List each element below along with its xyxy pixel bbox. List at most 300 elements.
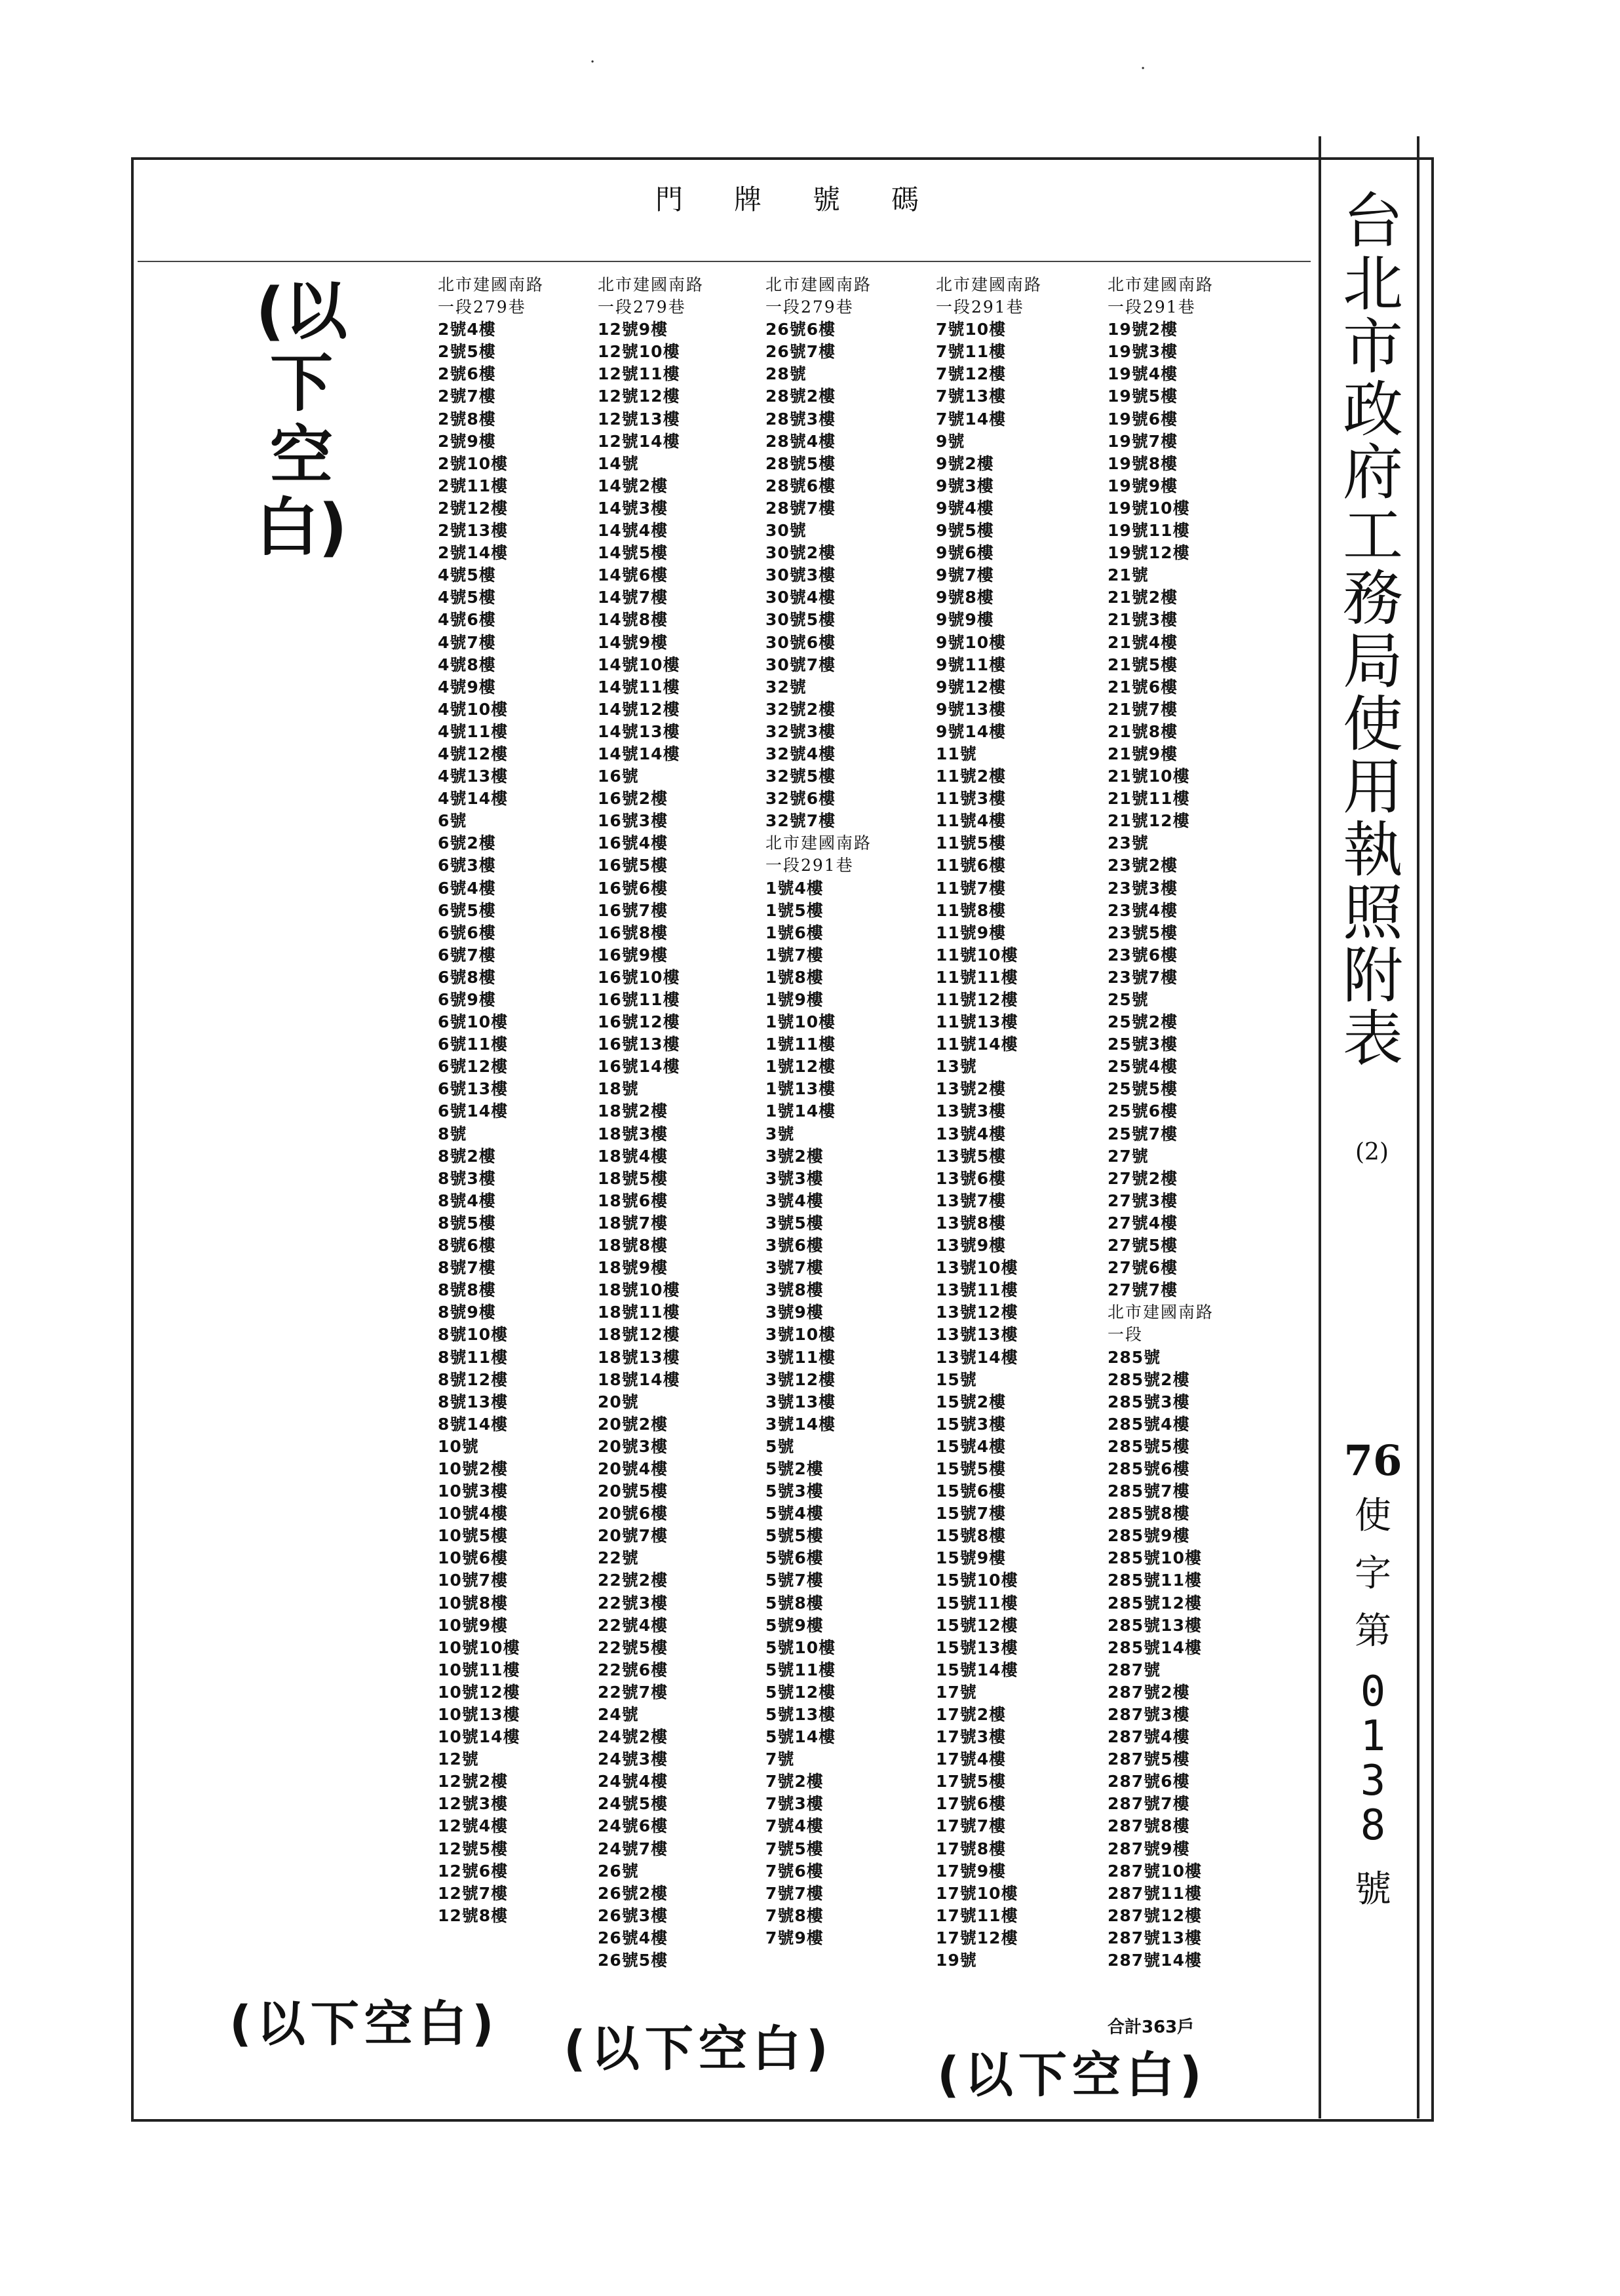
address-entry: 32號4樓 bbox=[765, 744, 836, 763]
address-entry: 1號6樓 bbox=[765, 923, 824, 942]
address-entry: 12號4樓 bbox=[438, 1816, 509, 1836]
address-column-1 bbox=[438, 274, 602, 1927]
address-entry: 2號8樓 bbox=[438, 409, 496, 429]
address-entry: 287號11樓 bbox=[1108, 1883, 1202, 1903]
address-entry: 11號3樓 bbox=[936, 789, 1007, 809]
address-entry: 16號10樓 bbox=[598, 967, 680, 987]
address-entry: 14號10樓 bbox=[598, 655, 680, 674]
blank-note-vertical-char: 白) bbox=[256, 491, 347, 564]
address-entry: 15號6樓 bbox=[936, 1482, 1007, 1501]
address-entry: 8號 bbox=[438, 1124, 467, 1143]
address-entry: 7號12樓 bbox=[936, 364, 1007, 384]
address-entry: 14號2樓 bbox=[598, 476, 668, 495]
address-street-header: 一段279巷 bbox=[438, 297, 526, 317]
address-entry: 18號2樓 bbox=[598, 1101, 668, 1121]
address-entry: 2號13樓 bbox=[438, 521, 509, 541]
address-entry: 15號11樓 bbox=[936, 1593, 1018, 1613]
address-entry: 13號6樓 bbox=[936, 1168, 1007, 1188]
address-street-header: 一段 bbox=[1108, 1325, 1144, 1345]
address-entry: 14號5樓 bbox=[598, 543, 668, 563]
address-entry: 14號6樓 bbox=[598, 565, 668, 585]
address-entry: 12號11樓 bbox=[598, 364, 680, 384]
address-entry: 24號7樓 bbox=[598, 1839, 668, 1858]
address-street-header: 一段291巷 bbox=[936, 297, 1024, 317]
address-entry: 17號4樓 bbox=[936, 1750, 1007, 1769]
address-entry: 8號12樓 bbox=[438, 1369, 509, 1389]
address-entry: 23號2樓 bbox=[1108, 856, 1178, 875]
address-entry: 3號 bbox=[765, 1124, 795, 1143]
address-entry: 7號9樓 bbox=[765, 1928, 824, 1947]
address-entry: 7號5樓 bbox=[765, 1839, 824, 1858]
address-entry: 11號 bbox=[936, 744, 977, 763]
address-entry: 285號14樓 bbox=[1108, 1637, 1202, 1657]
address-entry: 287號9樓 bbox=[1108, 1839, 1190, 1858]
blank-note-3: (以下空白) bbox=[937, 2047, 1207, 2103]
address-entry: 14號8樓 bbox=[598, 610, 668, 630]
document-prefix-char: 字 bbox=[1355, 1552, 1391, 1595]
total-households: 合計363戶 bbox=[1108, 2018, 1195, 2037]
address-entry: 17號9樓 bbox=[936, 1861, 1007, 1881]
address-entry: 10號4樓 bbox=[438, 1504, 509, 1523]
address-entry: 287號8樓 bbox=[1108, 1816, 1190, 1836]
address-entry: 6號 bbox=[438, 811, 467, 831]
side-title-char: 工 bbox=[1342, 501, 1403, 571]
address-entry: 13號9樓 bbox=[936, 1236, 1007, 1255]
address-entry: 5號8樓 bbox=[765, 1593, 824, 1613]
address-entry: 4號14樓 bbox=[438, 789, 509, 809]
address-entry: 285號 bbox=[1108, 1347, 1161, 1367]
address-entry: 3號3樓 bbox=[765, 1168, 824, 1188]
address-entry: 24號2樓 bbox=[598, 1727, 668, 1747]
address-entry: 13號7樓 bbox=[936, 1191, 1007, 1210]
address-entry: 12號 bbox=[438, 1750, 479, 1769]
address-entry: 20號6樓 bbox=[598, 1504, 668, 1523]
address-entry: 18號11樓 bbox=[598, 1303, 680, 1322]
address-entry: 1號8樓 bbox=[765, 967, 824, 987]
address-entry: 24號 bbox=[598, 1705, 639, 1724]
address-entry: 23號3樓 bbox=[1108, 878, 1178, 898]
address-entry: 32號7樓 bbox=[765, 811, 836, 831]
address-entry: 7號14樓 bbox=[936, 409, 1007, 429]
side-title-char: 市 bbox=[1342, 312, 1403, 382]
address-entry: 8號6樓 bbox=[438, 1236, 496, 1255]
address-entry: 21號12樓 bbox=[1108, 811, 1190, 831]
address-entry: 13號12樓 bbox=[936, 1303, 1018, 1322]
address-entry: 3號6樓 bbox=[765, 1236, 824, 1255]
address-entry: 21號5樓 bbox=[1108, 655, 1178, 674]
address-entry: 1號12樓 bbox=[765, 1057, 836, 1077]
address-entry: 4號13樓 bbox=[438, 767, 509, 786]
address-entry: 16號7樓 bbox=[598, 900, 668, 920]
scan-speck: · bbox=[1140, 59, 1146, 79]
address-entry: 8號3樓 bbox=[438, 1168, 496, 1188]
address-entry: 7號11樓 bbox=[936, 342, 1007, 362]
address-entry: 23號 bbox=[1108, 833, 1149, 853]
address-entry: 25號7樓 bbox=[1108, 1124, 1178, 1143]
address-street-header: 一段291巷 bbox=[1108, 297, 1196, 317]
address-entry: 19號 bbox=[936, 1951, 977, 1970]
address-entry: 5號2樓 bbox=[765, 1459, 824, 1478]
address-entry: 11號12樓 bbox=[936, 990, 1018, 1009]
address-entry: 28號2樓 bbox=[765, 387, 836, 406]
address-entry: 4號7樓 bbox=[438, 632, 496, 652]
frame-divider bbox=[1319, 136, 1321, 2118]
side-title-char: 局 bbox=[1342, 626, 1403, 697]
address-entry: 285號8樓 bbox=[1108, 1504, 1190, 1523]
address-entry: 22號5樓 bbox=[598, 1637, 668, 1657]
address-entry: 18號10樓 bbox=[598, 1280, 680, 1300]
address-entry: 10號14樓 bbox=[438, 1727, 520, 1747]
address-street-header: 北市建國南路 bbox=[1108, 1303, 1214, 1322]
address-entry: 1號11樓 bbox=[765, 1035, 836, 1054]
side-title-char: 附 bbox=[1342, 941, 1403, 1011]
address-entry: 15號7樓 bbox=[936, 1504, 1007, 1523]
address-entry: 28號5樓 bbox=[765, 453, 836, 473]
address-entry: 8號8樓 bbox=[438, 1280, 496, 1300]
address-entry: 2號14樓 bbox=[438, 543, 509, 563]
address-entry: 12號2樓 bbox=[438, 1772, 509, 1791]
address-entry: 5號5樓 bbox=[765, 1526, 824, 1546]
address-entry: 9號 bbox=[936, 431, 965, 451]
address-entry: 6號6樓 bbox=[438, 923, 496, 942]
address-entry: 10號6樓 bbox=[438, 1548, 509, 1568]
address-entry: 22號3樓 bbox=[598, 1593, 668, 1613]
address-entry: 17號5樓 bbox=[936, 1772, 1007, 1791]
address-entry: 11號9樓 bbox=[936, 923, 1007, 942]
address-entry: 32號2樓 bbox=[765, 699, 836, 719]
address-entry: 11號10樓 bbox=[936, 945, 1018, 965]
address-entry: 15號 bbox=[936, 1369, 977, 1389]
address-entry: 21號11樓 bbox=[1108, 789, 1190, 809]
address-entry: 8號9樓 bbox=[438, 1303, 496, 1322]
address-entry: 15號5樓 bbox=[936, 1459, 1007, 1478]
address-entry: 26號5樓 bbox=[598, 1951, 668, 1970]
blank-note-vertical bbox=[256, 275, 347, 564]
address-entry: 18號4樓 bbox=[598, 1146, 668, 1166]
address-entry: 12號10樓 bbox=[598, 342, 680, 362]
side-title-char: 用 bbox=[1342, 752, 1403, 822]
address-entry: 1號10樓 bbox=[765, 1012, 836, 1032]
address-entry: 12號13樓 bbox=[598, 409, 680, 429]
address-street-header: 北市建國南路 bbox=[765, 833, 872, 853]
address-entry: 18號8樓 bbox=[598, 1236, 668, 1255]
address-entry: 22號2樓 bbox=[598, 1571, 668, 1590]
address-entry: 28號3樓 bbox=[765, 409, 836, 429]
address-entry: 32號 bbox=[765, 677, 807, 697]
address-entry: 16號6樓 bbox=[598, 878, 668, 898]
address-entry: 12號7樓 bbox=[438, 1883, 509, 1903]
address-entry: 27號7樓 bbox=[1108, 1280, 1178, 1300]
address-entry: 1號5樓 bbox=[765, 900, 824, 920]
document-prefix-char: 使 bbox=[1355, 1495, 1391, 1537]
address-entry: 3號10樓 bbox=[765, 1325, 836, 1345]
address-entry: 17號10樓 bbox=[936, 1883, 1018, 1903]
address-entry: 30號3樓 bbox=[765, 565, 836, 585]
address-entry: 14號14樓 bbox=[598, 744, 680, 763]
frame-right-edge bbox=[1417, 136, 1419, 2118]
address-entry: 15號3樓 bbox=[936, 1414, 1007, 1434]
address-entry: 9號4樓 bbox=[936, 498, 994, 518]
address-entry: 16號3樓 bbox=[598, 811, 668, 831]
address-entry: 30號 bbox=[765, 521, 807, 541]
address-entry: 285號3樓 bbox=[1108, 1392, 1190, 1411]
side-title bbox=[1337, 186, 1409, 1074]
address-entry: 13號4樓 bbox=[936, 1124, 1007, 1143]
address-entry: 26號6樓 bbox=[765, 320, 836, 339]
address-entry: 17號8樓 bbox=[936, 1839, 1007, 1858]
address-entry: 16號5樓 bbox=[598, 856, 668, 875]
address-entry: 1號9樓 bbox=[765, 990, 824, 1009]
address-entry: 13號3樓 bbox=[936, 1101, 1007, 1121]
address-entry: 14號9樓 bbox=[598, 632, 668, 652]
address-entry: 3號2樓 bbox=[765, 1146, 824, 1166]
address-entry: 16號14樓 bbox=[598, 1057, 680, 1077]
address-entry: 10號11樓 bbox=[438, 1660, 520, 1679]
address-entry: 15號2樓 bbox=[936, 1392, 1007, 1411]
address-entry: 10號13樓 bbox=[438, 1705, 520, 1724]
address-entry: 285號13樓 bbox=[1108, 1615, 1202, 1635]
address-entry: 21號9樓 bbox=[1108, 744, 1178, 763]
address-entry: 3號12樓 bbox=[765, 1369, 836, 1389]
side-title-char: 務 bbox=[1342, 564, 1403, 634]
address-entry: 14號3樓 bbox=[598, 498, 668, 518]
address-entry: 13號5樓 bbox=[936, 1146, 1007, 1166]
address-entry: 11號13樓 bbox=[936, 1012, 1018, 1032]
address-entry: 3號11樓 bbox=[765, 1347, 836, 1367]
address-entry: 21號4樓 bbox=[1108, 632, 1178, 652]
address-entry: 5號14樓 bbox=[765, 1727, 836, 1747]
address-entry: 24號4樓 bbox=[598, 1772, 668, 1791]
blank-note-1: (以下空白) bbox=[229, 1996, 499, 2052]
address-entry: 25號6樓 bbox=[1108, 1101, 1178, 1121]
address-entry: 285號11樓 bbox=[1108, 1571, 1202, 1590]
address-entry: 28號4樓 bbox=[765, 431, 836, 451]
address-entry: 23號6樓 bbox=[1108, 945, 1178, 965]
address-entry: 23號7樓 bbox=[1108, 967, 1178, 987]
address-entry: 6號8樓 bbox=[438, 967, 496, 987]
address-entry: 12號14樓 bbox=[598, 431, 680, 451]
address-entry: 8號4樓 bbox=[438, 1191, 496, 1210]
address-entry: 12號5樓 bbox=[438, 1839, 509, 1858]
address-entry: 26號2樓 bbox=[598, 1883, 668, 1903]
address-entry: 285號10樓 bbox=[1108, 1548, 1202, 1568]
address-entry: 21號7樓 bbox=[1108, 699, 1178, 719]
address-entry: 9號9樓 bbox=[936, 610, 994, 630]
address-entry: 21號6樓 bbox=[1108, 677, 1178, 697]
address-entry: 27號2樓 bbox=[1108, 1168, 1178, 1188]
address-entry: 13號11樓 bbox=[936, 1280, 1018, 1300]
address-entry: 16號8樓 bbox=[598, 923, 668, 942]
address-entry: 6號2樓 bbox=[438, 833, 496, 853]
address-entry: 19號9樓 bbox=[1108, 476, 1178, 495]
address-entry: 12號9樓 bbox=[598, 320, 668, 339]
address-entry: 2號9樓 bbox=[438, 431, 496, 451]
document-serial-digit: 3 bbox=[1360, 1757, 1386, 1805]
address-entry: 16號2樓 bbox=[598, 789, 668, 809]
address-entry: 11號4樓 bbox=[936, 811, 1007, 831]
address-entry: 3號8樓 bbox=[765, 1280, 824, 1300]
address-entry: 287號 bbox=[1108, 1660, 1161, 1679]
address-entry: 20號7樓 bbox=[598, 1526, 668, 1546]
address-entry: 19號3樓 bbox=[1108, 342, 1178, 362]
address-entry: 25號2樓 bbox=[1108, 1012, 1178, 1032]
address-entry: 10號 bbox=[438, 1436, 479, 1456]
address-entry: 7號 bbox=[765, 1750, 795, 1769]
address-entry: 30號2樓 bbox=[765, 543, 836, 563]
address-entry: 12號3樓 bbox=[438, 1794, 509, 1814]
address-entry: 19號6樓 bbox=[1108, 409, 1178, 429]
address-entry: 8號5樓 bbox=[438, 1213, 496, 1233]
address-entry: 8號7樓 bbox=[438, 1258, 496, 1278]
address-entry: 2號5樓 bbox=[438, 342, 496, 362]
address-entry: 15號10樓 bbox=[936, 1571, 1018, 1590]
address-entry: 287號7樓 bbox=[1108, 1794, 1190, 1814]
document-year: 76 bbox=[1343, 1436, 1402, 1485]
address-entry: 20號3樓 bbox=[598, 1436, 668, 1456]
address-entry: 27號 bbox=[1108, 1146, 1149, 1166]
address-entry: 19號5樓 bbox=[1108, 387, 1178, 406]
address-entry: 28號 bbox=[765, 364, 807, 384]
side-title-char: 表 bbox=[1342, 1004, 1403, 1074]
side-title-part: (2) bbox=[1355, 1139, 1389, 1166]
address-entry: 15號12樓 bbox=[936, 1615, 1018, 1635]
address-entry: 8號13樓 bbox=[438, 1392, 509, 1411]
address-entry: 21號 bbox=[1108, 565, 1149, 585]
address-entry: 21號10樓 bbox=[1108, 767, 1190, 786]
address-entry: 9號7樓 bbox=[936, 565, 994, 585]
address-entry: 25號5樓 bbox=[1108, 1079, 1178, 1099]
side-title-char: 照 bbox=[1342, 878, 1403, 948]
address-entry: 27號3樓 bbox=[1108, 1191, 1178, 1210]
document-prefix-char: 第 bbox=[1355, 1610, 1391, 1653]
address-entry: 1號4樓 bbox=[765, 878, 824, 898]
address-entry: 287號2樓 bbox=[1108, 1682, 1190, 1702]
address-entry: 3號13樓 bbox=[765, 1392, 836, 1411]
address-entry: 17號2樓 bbox=[936, 1705, 1007, 1724]
address-entry: 9號11樓 bbox=[936, 655, 1007, 674]
address-entry: 14號12樓 bbox=[598, 699, 680, 719]
address-entry: 19號4樓 bbox=[1108, 364, 1178, 384]
document-prefix bbox=[1355, 1487, 1391, 1660]
address-entry: 24號6樓 bbox=[598, 1816, 668, 1836]
address-entry: 19號7樓 bbox=[1108, 431, 1178, 451]
document-suffix: 號 bbox=[1355, 1868, 1391, 1911]
address-entry: 6號9樓 bbox=[438, 990, 496, 1009]
address-entry: 2號10樓 bbox=[438, 453, 509, 473]
address-entry: 10號3樓 bbox=[438, 1482, 509, 1501]
address-entry: 10號8樓 bbox=[438, 1593, 509, 1613]
address-entry: 30號4樓 bbox=[765, 588, 836, 607]
address-entry: 287號5樓 bbox=[1108, 1750, 1190, 1769]
blank-note-vertical-char: 下 bbox=[270, 347, 333, 420]
address-entry: 5號13樓 bbox=[765, 1705, 836, 1724]
address-entry: 27號6樓 bbox=[1108, 1258, 1178, 1278]
address-entry: 22號4樓 bbox=[598, 1615, 668, 1635]
address-entry: 8號14樓 bbox=[438, 1414, 509, 1434]
address-column-3 bbox=[765, 274, 929, 1949]
address-entry: 9號12樓 bbox=[936, 677, 1007, 697]
address-entry: 9號3樓 bbox=[936, 476, 994, 495]
address-entry: 15號9樓 bbox=[936, 1548, 1007, 1568]
address-entry: 287號13樓 bbox=[1108, 1928, 1202, 1947]
address-entry: 5號6樓 bbox=[765, 1548, 824, 1568]
address-entry: 13號13樓 bbox=[936, 1325, 1018, 1345]
address-entry: 5號11樓 bbox=[765, 1660, 836, 1679]
address-entry: 13號 bbox=[936, 1057, 977, 1077]
address-entry: 6號5樓 bbox=[438, 900, 496, 920]
address-entry: 26號7樓 bbox=[765, 342, 836, 362]
address-entry: 16號 bbox=[598, 767, 639, 786]
address-entry: 25號 bbox=[1108, 990, 1149, 1009]
document-serial-digit: 1 bbox=[1360, 1712, 1386, 1761]
side-title-char: 使 bbox=[1342, 689, 1403, 759]
address-entry: 285號2樓 bbox=[1108, 1369, 1190, 1389]
address-entry: 4號10樓 bbox=[438, 699, 509, 719]
address-entry: 19號12樓 bbox=[1108, 543, 1190, 563]
address-entry: 18號5樓 bbox=[598, 1168, 668, 1188]
address-entry: 285號6樓 bbox=[1108, 1459, 1190, 1478]
address-entry: 9號13樓 bbox=[936, 699, 1007, 719]
address-entry: 287號14樓 bbox=[1108, 1951, 1202, 1970]
address-entry: 11號8樓 bbox=[936, 900, 1007, 920]
address-entry: 3號9樓 bbox=[765, 1303, 824, 1322]
address-entry: 18號6樓 bbox=[598, 1191, 668, 1210]
address-entry: 14號 bbox=[598, 453, 639, 473]
address-entry: 3號7樓 bbox=[765, 1258, 824, 1278]
address-entry: 7號3樓 bbox=[765, 1794, 824, 1814]
address-entry: 287號12樓 bbox=[1108, 1905, 1202, 1925]
address-street-header: 一段291巷 bbox=[765, 856, 854, 875]
side-title-char: 台 bbox=[1342, 186, 1403, 256]
address-entry: 287號6樓 bbox=[1108, 1772, 1190, 1791]
address-entry: 18號7樓 bbox=[598, 1213, 668, 1233]
address-entry: 1號7樓 bbox=[765, 945, 824, 965]
address-entry: 6號7樓 bbox=[438, 945, 496, 965]
side-title-char: 府 bbox=[1342, 438, 1403, 508]
address-column-5 bbox=[1108, 274, 1271, 1972]
address-entry: 11號2樓 bbox=[936, 767, 1007, 786]
address-entry: 20號4樓 bbox=[598, 1459, 668, 1478]
side-title-char: 執 bbox=[1342, 815, 1403, 885]
address-entry: 27號5樓 bbox=[1108, 1236, 1178, 1255]
address-entry: 6號4樓 bbox=[438, 878, 496, 898]
address-entry: 19號8樓 bbox=[1108, 453, 1178, 473]
address-entry: 14號7樓 bbox=[598, 588, 668, 607]
address-entry: 12號6樓 bbox=[438, 1861, 509, 1881]
blank-note-vertical-char: (以 bbox=[256, 275, 347, 348]
address-entry: 16號12樓 bbox=[598, 1012, 680, 1032]
address-entry: 21號8樓 bbox=[1108, 721, 1178, 741]
address-entry: 11號14樓 bbox=[936, 1035, 1018, 1054]
address-entry: 11號6樓 bbox=[936, 856, 1007, 875]
address-entry: 23號4樓 bbox=[1108, 900, 1178, 920]
address-entry: 16號11樓 bbox=[598, 990, 680, 1009]
address-entry: 2號11樓 bbox=[438, 476, 509, 495]
address-entry: 5號3樓 bbox=[765, 1482, 824, 1501]
address-entry: 15號4樓 bbox=[936, 1436, 1007, 1456]
address-entry: 12號12樓 bbox=[598, 387, 680, 406]
address-entry: 17號11樓 bbox=[936, 1905, 1018, 1925]
address-entry: 17號6樓 bbox=[936, 1794, 1007, 1814]
address-entry: 15號8樓 bbox=[936, 1526, 1007, 1546]
address-entry: 6號11樓 bbox=[438, 1035, 509, 1054]
address-entry: 12號8樓 bbox=[438, 1905, 509, 1925]
address-entry: 2號6樓 bbox=[438, 364, 496, 384]
address-entry: 28號6樓 bbox=[765, 476, 836, 495]
address-entry: 4號5樓 bbox=[438, 565, 496, 585]
address-entry: 14號4樓 bbox=[598, 521, 668, 541]
address-entry: 285號9樓 bbox=[1108, 1526, 1190, 1546]
